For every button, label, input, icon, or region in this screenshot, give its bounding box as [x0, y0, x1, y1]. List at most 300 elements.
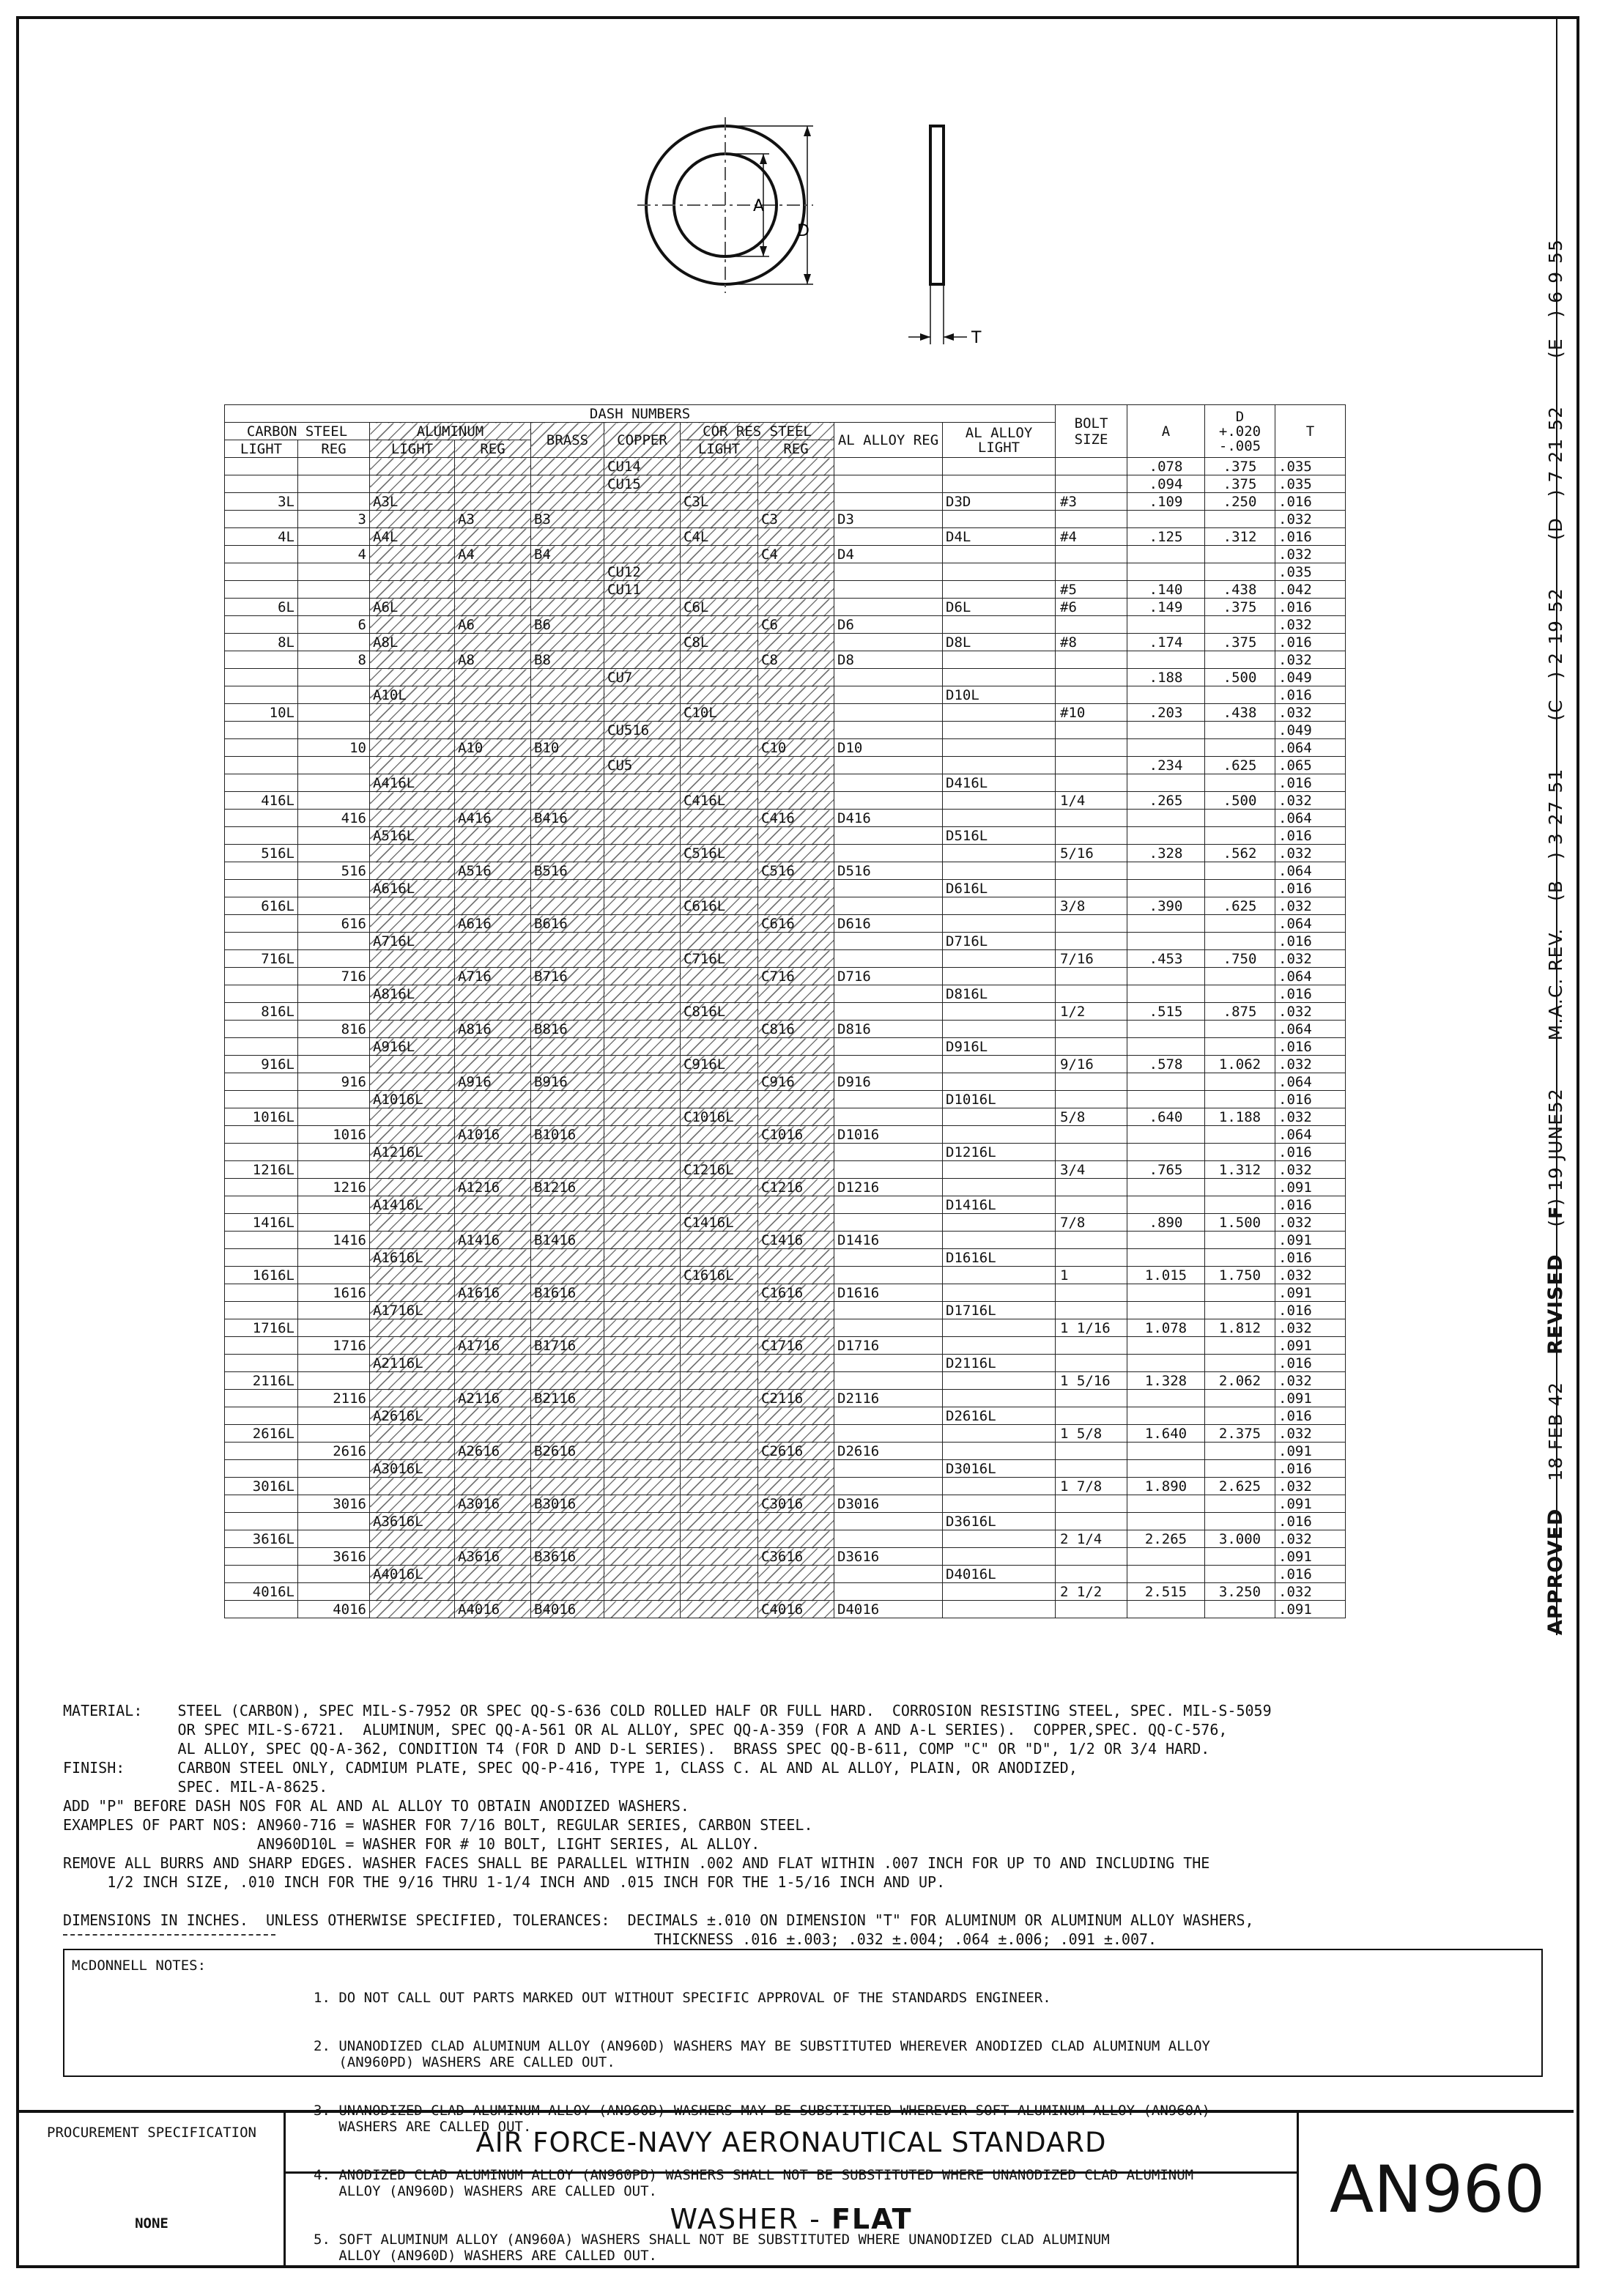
cell-al: A6L	[370, 599, 455, 616]
cell-al	[370, 651, 455, 669]
cell-all: D10L	[943, 686, 1056, 704]
cell-br	[531, 493, 604, 511]
cell-alr	[834, 1407, 943, 1425]
cell-cl: C8L	[681, 634, 758, 651]
cell-csr	[298, 458, 370, 475]
cell-al	[370, 862, 455, 880]
cell-all: D8L	[943, 634, 1056, 651]
bolt-size-header: BOLT SIZE	[1056, 405, 1127, 458]
cell-T: .032	[1275, 651, 1346, 669]
table-row	[225, 1425, 1346, 1443]
cell-ar	[455, 1566, 531, 1583]
cell-br: B3616	[531, 1548, 604, 1566]
cell-cl	[681, 1073, 758, 1091]
cell-alr	[834, 757, 943, 774]
cell-csr: 4016	[298, 1601, 370, 1618]
procurement-cell	[16, 2113, 286, 2265]
cell-T: .091	[1275, 1390, 1346, 1407]
cell-al	[370, 897, 455, 915]
cell-cl	[681, 651, 758, 669]
cell-D: .500	[1205, 792, 1275, 810]
cell-cl	[681, 985, 758, 1003]
cell-cl	[681, 511, 758, 528]
cell-cl	[681, 1443, 758, 1460]
cell-br	[531, 1091, 604, 1108]
cell-al: A2616L	[370, 1407, 455, 1425]
cell-br	[531, 1108, 604, 1126]
cell-alr	[834, 1091, 943, 1108]
cell-bolt	[1056, 1601, 1127, 1618]
cell-br	[531, 475, 604, 493]
cell-cr	[758, 757, 834, 774]
cell-A: 2.265	[1127, 1530, 1205, 1548]
cell-csr: 1716	[298, 1337, 370, 1355]
cell-alr: D916	[834, 1073, 943, 1091]
title-block	[16, 2110, 1574, 2265]
cell-csl	[225, 1038, 298, 1056]
cell-all	[943, 669, 1056, 686]
cell-D: .750	[1205, 950, 1275, 968]
table-row	[225, 1126, 1346, 1144]
cell-csr	[298, 493, 370, 511]
cell-cr: C3016	[758, 1495, 834, 1513]
cell-alr	[834, 880, 943, 897]
dims-line-1: DIMENSIONS IN INCHES. UNLESS OTHERWISE SPECIFIED, TOLERANCES: DECIMALS ±.010 ON DIMENSION "T" FOR ALUMINUM OR ALUMINUM ALLOY WASHERS,	[63, 1911, 1254, 1929]
cell-csr	[298, 669, 370, 686]
cell-all	[943, 1319, 1056, 1337]
cell-T: .064	[1275, 1126, 1346, 1144]
cell-cr: C1016	[758, 1126, 834, 1144]
cell-bolt	[1056, 827, 1127, 845]
cell-cl	[681, 1460, 758, 1478]
cell-ar: A6	[455, 616, 531, 634]
cell-A	[1127, 1548, 1205, 1566]
cell-cu	[604, 1355, 681, 1372]
cell-csl: 1216L	[225, 1161, 298, 1179]
cell-alr: D3	[834, 511, 943, 528]
cell-all	[943, 1425, 1056, 1443]
cell-alr	[834, 1196, 943, 1214]
cell-T: .032	[1275, 845, 1346, 862]
cell-cl	[681, 1021, 758, 1038]
cell-cr	[758, 774, 834, 792]
cell-cl	[681, 1495, 758, 1513]
cell-A: .328	[1127, 845, 1205, 862]
cell-cr	[758, 1319, 834, 1337]
standard-number: AN960	[1297, 2113, 1576, 2265]
cell-br: B6	[531, 616, 604, 634]
cell-T: .016	[1275, 1302, 1346, 1319]
cell-csr: 816	[298, 1021, 370, 1038]
cell-A	[1127, 915, 1205, 933]
cell-csl	[225, 651, 298, 669]
cell-alr	[834, 722, 943, 739]
cell-ar: A1016	[455, 1126, 531, 1144]
cell-ar: A716	[455, 968, 531, 985]
cell-alr: D516	[834, 862, 943, 880]
cell-all	[943, 616, 1056, 634]
cell-A: .094	[1127, 475, 1205, 493]
cell-csr	[298, 1513, 370, 1530]
cell-alr: D716	[834, 968, 943, 985]
cell-al	[370, 1319, 455, 1337]
cell-cu	[604, 511, 681, 528]
cell-csl: 1616L	[225, 1267, 298, 1284]
cell-cr	[758, 1196, 834, 1214]
cell-br: B516	[531, 862, 604, 880]
cell-cu: CU516	[604, 722, 681, 739]
mcdonnell-note-5: 5. SOFT ALUMINUM ALLOY (AN960A) WASHERS SHALL NOT BE SUBSTITUTED WHERE UNANODIZED CLAD ALUMINUM ALLOY (AN960D) WASHERS ARE CALLED OUT.	[314, 2232, 1110, 2264]
cell-alr: D1616	[834, 1284, 943, 1302]
cell-al: A2116L	[370, 1355, 455, 1372]
cell-alr	[834, 1530, 943, 1548]
cell-bolt	[1056, 1495, 1127, 1513]
cell-all	[943, 1372, 1056, 1390]
cell-all	[943, 1021, 1056, 1038]
table-row	[225, 599, 1346, 616]
rev-b: (B) 3-27-51	[1545, 768, 1566, 901]
cell-D: 1.750	[1205, 1267, 1275, 1284]
cell-al	[370, 722, 455, 739]
cell-br	[531, 1513, 604, 1530]
cell-csl	[225, 1302, 298, 1319]
cell-D	[1205, 810, 1275, 827]
cell-A	[1127, 511, 1205, 528]
cell-A: .188	[1127, 669, 1205, 686]
cell-csr	[298, 704, 370, 722]
cell-bolt: 3/8	[1056, 897, 1127, 915]
cell-A	[1127, 1443, 1205, 1460]
cell-T: .016	[1275, 774, 1346, 792]
cell-cu	[604, 774, 681, 792]
cell-cr	[758, 1530, 834, 1548]
table-row	[225, 1548, 1346, 1566]
cell-all	[943, 651, 1056, 669]
cell-T: .016	[1275, 634, 1346, 651]
cell-csr: 3016	[298, 1495, 370, 1513]
cell-A	[1127, 880, 1205, 897]
cell-ar: A1216	[455, 1179, 531, 1196]
cell-csr	[298, 1108, 370, 1126]
cell-al	[370, 616, 455, 634]
cell-ar	[455, 985, 531, 1003]
cell-cl	[681, 810, 758, 827]
cell-cu	[604, 1513, 681, 1530]
cell-bolt	[1056, 1232, 1127, 1249]
cell-csr	[298, 1460, 370, 1478]
cell-csl: 1716L	[225, 1319, 298, 1337]
cell-cl	[681, 1478, 758, 1495]
cell-csl	[225, 968, 298, 985]
table-row	[225, 511, 1346, 528]
cell-all	[943, 1601, 1056, 1618]
cell-D	[1205, 1495, 1275, 1513]
cell-al	[370, 1337, 455, 1355]
cell-al	[370, 1126, 455, 1144]
cell-alr	[834, 1513, 943, 1530]
cell-al: A416L	[370, 774, 455, 792]
cell-bolt: 3/4	[1056, 1161, 1127, 1179]
cell-al	[370, 458, 455, 475]
dash-table-body	[225, 458, 1346, 1618]
cell-bolt	[1056, 1021, 1127, 1038]
cell-cu	[604, 1460, 681, 1478]
cell-all: D2616L	[943, 1407, 1056, 1425]
cell-cr	[758, 1056, 834, 1073]
cell-bolt: 1 1/16	[1056, 1319, 1127, 1337]
cell-br	[531, 563, 604, 581]
aluminum-light-header: LIGHT	[370, 440, 455, 458]
cell-all	[943, 757, 1056, 774]
table-row	[225, 774, 1346, 792]
cell-csl	[225, 458, 298, 475]
cell-csr: 4	[298, 546, 370, 563]
cell-csr: 1216	[298, 1179, 370, 1196]
cell-all	[943, 511, 1056, 528]
cell-br	[531, 599, 604, 616]
cell-al	[370, 1003, 455, 1021]
cell-csr	[298, 1161, 370, 1179]
cell-all	[943, 704, 1056, 722]
cell-cu	[604, 616, 681, 634]
cell-bolt	[1056, 880, 1127, 897]
cell-csr	[298, 1249, 370, 1267]
cell-cl	[681, 1179, 758, 1196]
revision-strip	[1544, 45, 1574, 1635]
cell-bolt	[1056, 810, 1127, 827]
cell-T: .064	[1275, 862, 1346, 880]
cell-ar: A1416	[455, 1232, 531, 1249]
cell-cr	[758, 897, 834, 915]
cell-csl	[225, 1495, 298, 1513]
cell-A: .078	[1127, 458, 1205, 475]
cell-A	[1127, 1302, 1205, 1319]
cell-bolt	[1056, 1073, 1127, 1091]
cell-T: .091	[1275, 1179, 1346, 1196]
cell-br: B1416	[531, 1232, 604, 1249]
cell-all	[943, 739, 1056, 757]
cell-bolt: 7/8	[1056, 1214, 1127, 1232]
cell-bolt	[1056, 511, 1127, 528]
cell-A	[1127, 1390, 1205, 1407]
cell-A	[1127, 1601, 1205, 1618]
cell-T: .016	[1275, 933, 1346, 950]
cell-cr: C4	[758, 546, 834, 563]
cell-ar	[455, 686, 531, 704]
cell-cr	[758, 599, 834, 616]
cell-A: .390	[1127, 897, 1205, 915]
cell-br: B916	[531, 1073, 604, 1091]
cell-cu	[604, 1038, 681, 1056]
table-row	[225, 722, 1346, 739]
table-row	[225, 1355, 1346, 1372]
cell-cl: C10L	[681, 704, 758, 722]
cell-D: .375	[1205, 475, 1275, 493]
part-title-main: FLAT	[831, 2203, 913, 2235]
cell-all	[943, 968, 1056, 985]
cell-alr	[834, 792, 943, 810]
cell-csl	[225, 1021, 298, 1038]
cell-cl	[681, 546, 758, 563]
cell-cu	[604, 968, 681, 985]
cell-cl	[681, 1126, 758, 1144]
cell-cl	[681, 1337, 758, 1355]
table-row	[225, 704, 1346, 722]
cell-cl	[681, 1425, 758, 1443]
cell-all	[943, 563, 1056, 581]
cell-D: 3.250	[1205, 1583, 1275, 1601]
cell-csr	[298, 1425, 370, 1443]
dash-numbers-table-wrapper	[224, 404, 1345, 1618]
cell-A: .149	[1127, 599, 1205, 616]
cell-T: .016	[1275, 1091, 1346, 1108]
cell-alr: D416	[834, 810, 943, 827]
cell-cu: CU15	[604, 475, 681, 493]
rev-c: (C) 2-19-52	[1545, 588, 1566, 721]
cell-all	[943, 1583, 1056, 1601]
cell-al	[370, 669, 455, 686]
cell-cr	[758, 1425, 834, 1443]
cell-ar	[455, 933, 531, 950]
cell-bolt	[1056, 1038, 1127, 1056]
cell-A	[1127, 1284, 1205, 1302]
cell-csl	[225, 1144, 298, 1161]
cell-ar: A3616	[455, 1548, 531, 1566]
cell-T: .032	[1275, 1056, 1346, 1073]
table-row	[225, 1337, 1346, 1355]
cell-A	[1127, 1196, 1205, 1214]
cell-br	[531, 1460, 604, 1478]
cell-cl	[681, 563, 758, 581]
cell-A	[1127, 563, 1205, 581]
cell-T: .049	[1275, 722, 1346, 739]
cell-cr	[758, 1513, 834, 1530]
cell-T: .032	[1275, 1108, 1346, 1126]
cell-alr: D10	[834, 739, 943, 757]
cell-alr	[834, 845, 943, 862]
cell-A	[1127, 1249, 1205, 1267]
cell-al	[370, 1443, 455, 1460]
cell-all	[943, 810, 1056, 827]
mcdonnell-note-2: 2. UNANODIZED CLAD ALUMINUM ALLOY (AN960D) WASHERS MAY BE SUBSTITUTED WHEREVER ANODIZED CLAD ALUMINUM ALLOY (AN960PD) WASHERS ARE CALLED OUT.	[314, 2038, 1210, 2070]
cell-csr: 3616	[298, 1548, 370, 1566]
cell-D	[1205, 616, 1275, 634]
cell-br: B8	[531, 651, 604, 669]
cell-cl	[681, 774, 758, 792]
cell-ar	[455, 1056, 531, 1073]
cell-br	[531, 458, 604, 475]
cell-D	[1205, 1548, 1275, 1566]
cell-cr	[758, 581, 834, 599]
cell-alr: D4016	[834, 1601, 943, 1618]
cell-al	[370, 1548, 455, 1566]
cell-A	[1127, 1407, 1205, 1425]
carbon-reg-header: REG	[298, 440, 370, 458]
cell-al	[370, 704, 455, 722]
table-row	[225, 1232, 1346, 1249]
cell-csl: 2616L	[225, 1425, 298, 1443]
cell-T: .032	[1275, 1161, 1346, 1179]
cell-A: .234	[1127, 757, 1205, 774]
table-row	[225, 1196, 1346, 1214]
cell-cr: C10	[758, 739, 834, 757]
cell-bolt: 1 5/16	[1056, 1372, 1127, 1390]
cell-csl	[225, 1337, 298, 1355]
cell-D	[1205, 1443, 1275, 1460]
cell-D	[1205, 1302, 1275, 1319]
cell-br	[531, 1302, 604, 1319]
cell-csl	[225, 1460, 298, 1478]
cell-ar	[455, 1513, 531, 1530]
cell-csl: 716L	[225, 950, 298, 968]
cell-cu	[604, 897, 681, 915]
cell-A	[1127, 810, 1205, 827]
cell-cu	[604, 1337, 681, 1355]
cell-csl	[225, 563, 298, 581]
cell-cr	[758, 792, 834, 810]
carbon-steel-header: CARBON STEEL	[225, 423, 370, 440]
cell-csl	[225, 1196, 298, 1214]
cell-csl: 616L	[225, 897, 298, 915]
cell-csl: 3L	[225, 493, 298, 511]
cell-ar	[455, 1425, 531, 1443]
cell-D	[1205, 1091, 1275, 1108]
cell-al: A3L	[370, 493, 455, 511]
cell-cu	[604, 599, 681, 616]
cell-alr: D816	[834, 1021, 943, 1038]
aluminum-header: ALUMINUM	[370, 423, 531, 440]
cell-br	[531, 581, 604, 599]
cell-br	[531, 1355, 604, 1372]
cell-ar	[455, 493, 531, 511]
cell-al: A1216L	[370, 1144, 455, 1161]
cell-D	[1205, 511, 1275, 528]
cell-T: .064	[1275, 739, 1346, 757]
cell-all	[943, 1161, 1056, 1179]
cell-alr	[834, 669, 943, 686]
cell-alr	[834, 1319, 943, 1337]
cell-cl	[681, 1583, 758, 1601]
cell-D	[1205, 985, 1275, 1003]
cell-br	[531, 704, 604, 722]
cell-A	[1127, 616, 1205, 634]
cell-A	[1127, 546, 1205, 563]
table-row	[225, 475, 1346, 493]
cell-csl	[225, 475, 298, 493]
cell-cr	[758, 563, 834, 581]
cell-ar	[455, 1038, 531, 1056]
cell-al	[370, 1232, 455, 1249]
cell-alr: D1016	[834, 1126, 943, 1144]
cell-cu	[604, 950, 681, 968]
cell-bolt: #8	[1056, 634, 1127, 651]
aluminum-reg-header: REG	[455, 440, 531, 458]
material-line-1: MATERIAL: STEEL (CARBON), SPEC MIL-S-7952 OR SPEC QQ-S-636 COLD ROLLED HALF OR FULL HARD. CORROSION RESISTING STEEL, SPEC. MIL-S-5059	[63, 1702, 1272, 1719]
cell-alr	[834, 1144, 943, 1161]
table-row	[225, 792, 1346, 810]
cell-cu: CU12	[604, 563, 681, 581]
rev-e: (E) 6-9-55	[1545, 239, 1566, 358]
cell-A	[1127, 1073, 1205, 1091]
cell-all	[943, 1548, 1056, 1566]
cor-res-steel-header: COR RES STEEL	[681, 423, 834, 440]
cell-A	[1127, 1566, 1205, 1583]
cell-T: .064	[1275, 1021, 1346, 1038]
cell-csr	[298, 475, 370, 493]
cell-csl	[225, 757, 298, 774]
cell-all: D2116L	[943, 1355, 1056, 1372]
cell-br	[531, 897, 604, 915]
